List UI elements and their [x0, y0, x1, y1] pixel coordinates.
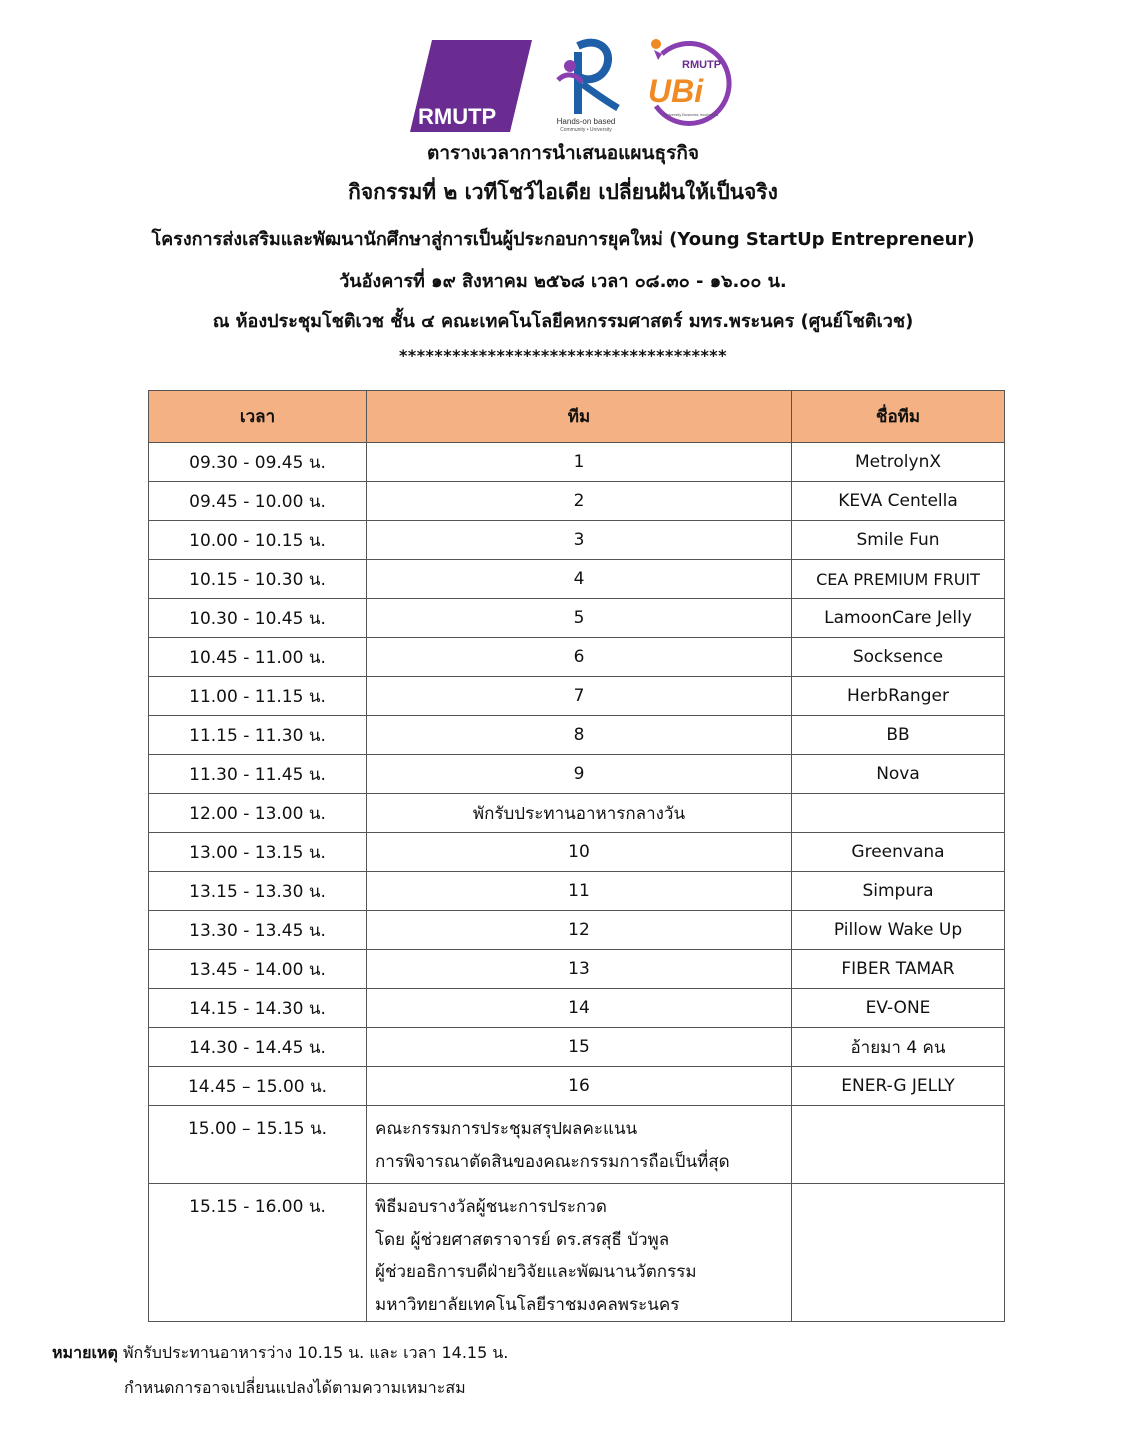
award-line-1: พิธีมอบรางวัลผู้ชนะการประกวด: [375, 1197, 607, 1217]
document-title: ตารางเวลาการนำเสนอแผนธุรกิจ: [427, 142, 699, 164]
table-row: [149, 911, 1005, 950]
team-name-cell: Greenvana: [792, 833, 1005, 872]
project-title: โครงการส่งเสริมและพัฒนานักศึกษาสู่การเป็นผู้ประกอบการยุคใหม่ (Young StartUp Entrepreneur): [151, 229, 975, 250]
table-row-committee: [149, 1106, 1005, 1184]
rmutp-logo-text: RMUTP: [418, 104, 497, 129]
team-number-cell: 8: [367, 716, 792, 755]
time-cell: 12.00 - 13.00 น.: [149, 794, 367, 833]
team-name-cell: KEVA Centella: [792, 482, 1005, 521]
team-name-cell: LamoonCare Jelly: [792, 599, 1005, 638]
team-number-cell: 14: [367, 989, 792, 1028]
award-line-4: มหาวิทยาลัยเทคโนโลยีราชมงคลพระนคร: [375, 1294, 680, 1315]
team-number-cell: 3: [367, 521, 792, 560]
ubi-sub-text: University Business Incubators: [663, 112, 719, 117]
team-number-cell: 12: [367, 911, 792, 950]
table-row: [149, 872, 1005, 911]
award-line-2: โดย ผู้ช่วยศาสตราจารย์ ดร.สรสุธี บัวพูล: [375, 1229, 670, 1250]
table-row: [149, 521, 1005, 560]
ubi-top-text: RMUTP: [682, 59, 722, 71]
table-row-award: [149, 1184, 1005, 1322]
ubi-main-text: UBi: [648, 73, 704, 109]
time-cell: 10.15 - 10.30 น.: [149, 560, 367, 599]
logo-bar: [0, 36, 1126, 132]
empty-cell: [792, 1106, 1005, 1184]
hands-on-subtext: Community • University: [560, 127, 612, 132]
award-cell: [367, 1184, 792, 1322]
time-cell: 15.15 - 16.00 น.: [149, 1184, 367, 1322]
team-number-cell: 16: [367, 1067, 792, 1106]
note-line-2: กำหนดการอาจเปลี่ยนแปลงได้ตามความเหมาะสม: [124, 1378, 466, 1397]
time-cell: 13.15 - 13.30 น.: [149, 872, 367, 911]
hands-on-logo: [548, 36, 624, 132]
award-line-3: ผู้ช่วยอธิการบดีฝ่ายวิจัยและพัฒนานวัตกรรม: [375, 1262, 697, 1282]
time-cell: 11.15 - 11.30 น.: [149, 716, 367, 755]
time-cell: 13.00 - 13.15 น.: [149, 833, 367, 872]
table-row: [149, 716, 1005, 755]
team-name-cell: FIBER TAMAR: [792, 950, 1005, 989]
time-cell: 15.00 – 15.15 น.: [149, 1106, 367, 1184]
table-row: [149, 638, 1005, 677]
header-time: เวลา: [149, 391, 367, 443]
table-row: [149, 755, 1005, 794]
note-text: พักรับประทานอาหารว่าง 10.15 น. และ เวลา 14.15 น.: [117, 1343, 509, 1362]
team-name-cell: EV-ONE: [792, 989, 1005, 1028]
table-row-lunch-break: [149, 794, 1005, 833]
table-row: [149, 1028, 1005, 1067]
time-cell: 11.00 - 11.15 น.: [149, 677, 367, 716]
committee-cell: [367, 1106, 792, 1184]
table-row: [149, 989, 1005, 1028]
team-number-cell: 11: [367, 872, 792, 911]
table-row: [149, 1067, 1005, 1106]
team-name-cell: อ้ายมา 4 คน: [792, 1028, 1005, 1067]
team-number-cell: 9: [367, 755, 792, 794]
lunch-break-cell: พักรับประทานอาหารกลางวัน: [367, 794, 792, 833]
table-row: [149, 599, 1005, 638]
team-name-cell: [792, 794, 1005, 833]
time-cell: 10.00 - 10.15 น.: [149, 521, 367, 560]
team-number-cell: 15: [367, 1028, 792, 1067]
committee-line-1: คณะกรรมการประชุมสรุปผลคะแนน: [375, 1119, 638, 1139]
note: [52, 1341, 508, 1366]
committee-line-2: การพิจารณาตัดสินของคณะกรรมการถือเป็นที่สุด: [375, 1152, 730, 1172]
team-name-cell: Simpura: [792, 872, 1005, 911]
team-name-cell: BB: [792, 716, 1005, 755]
time-cell: 09.30 - 09.45 น.: [149, 443, 367, 482]
team-name-cell: MetrolynX: [792, 443, 1005, 482]
event-venue: ณ ห้องประชุมโชติเวช ชั้น ๔ คณะเทคโนโลยีคหกรรมศาสตร์ มทร.พระนคร (ศูนย์โชติเวช): [212, 311, 914, 332]
team-name-cell: Nova: [792, 755, 1005, 794]
team-number-cell: 5: [367, 599, 792, 638]
table-row: [149, 482, 1005, 521]
team-number-cell: 2: [367, 482, 792, 521]
team-name-cell: Pillow Wake Up: [792, 911, 1005, 950]
table-row: [149, 950, 1005, 989]
rmutp-logo: [410, 40, 532, 132]
header-team: ทีม: [367, 391, 792, 443]
table-row: [149, 677, 1005, 716]
team-number-cell: 4: [367, 560, 792, 599]
header-team-name: ชื่อทีม: [792, 391, 1005, 443]
time-cell: 09.45 - 10.00 น.: [149, 482, 367, 521]
team-number-cell: 10: [367, 833, 792, 872]
team-name-cell: HerbRanger: [792, 677, 1005, 716]
time-cell: 11.30 - 11.45 น.: [149, 755, 367, 794]
team-name-cell: Smile Fun: [792, 521, 1005, 560]
event-date: วันอังคารที่ ๑๙ สิงหาคม ๒๕๖๘ เวลา ๐๘.๓๐ - ๑๖.๐๐ น.: [339, 271, 787, 292]
table-row: [149, 833, 1005, 872]
team-name-cell: ENER-G JELLY: [792, 1067, 1005, 1106]
time-cell: 13.30 - 13.45 น.: [149, 911, 367, 950]
ubi-logo: [642, 36, 740, 132]
team-number-cell: 7: [367, 677, 792, 716]
schedule-table: [148, 390, 1005, 1322]
table-header-row: [149, 391, 1005, 443]
empty-cell: [792, 1184, 1005, 1322]
team-number-cell: 1: [367, 443, 792, 482]
table-row: [149, 560, 1005, 599]
team-name-cell: CEA PREMIUM FRUIT: [792, 560, 1005, 599]
activity-title: กิจกรรมที่ ๒ เวทีโชว์ไอเดีย เปลี่ยนฝันให้เป็นจริง: [348, 180, 778, 204]
time-cell: 10.45 - 11.00 น.: [149, 638, 367, 677]
team-number-cell: 6: [367, 638, 792, 677]
time-cell: 14.30 - 14.45 น.: [149, 1028, 367, 1067]
note-label: หมายเหตุ: [52, 1343, 118, 1362]
time-cell: 10.30 - 10.45 น.: [149, 599, 367, 638]
time-cell: 14.15 - 14.30 น.: [149, 989, 367, 1028]
separator-stars: *************************************: [398, 346, 728, 365]
team-name-cell: Socksence: [792, 638, 1005, 677]
time-cell: 13.45 - 14.00 น.: [149, 950, 367, 989]
table-row: [149, 443, 1005, 482]
hands-on-text: Hands-on based: [556, 117, 616, 126]
time-cell: 14.45 – 15.00 น.: [149, 1067, 367, 1106]
team-number-cell: 13: [367, 950, 792, 989]
